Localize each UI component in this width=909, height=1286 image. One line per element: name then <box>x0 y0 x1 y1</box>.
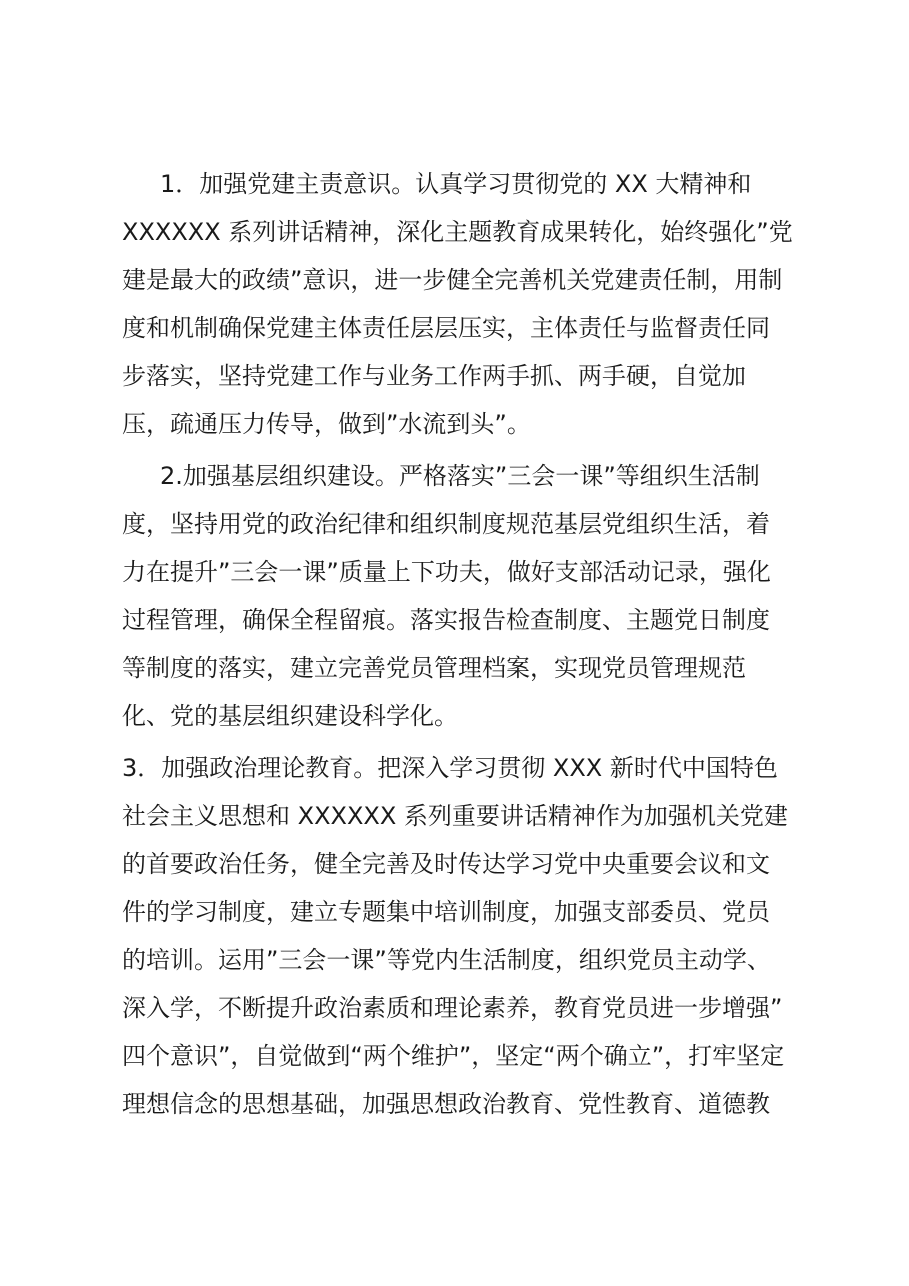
paragraph-line: 度，坚持用党的政治纪律和组织制度规范基层党组织生活，着 <box>122 510 770 538</box>
paragraph-line: 3．加强政治理论教育。把深入学习贯彻 XXX 新时代中国特色 <box>122 754 778 782</box>
paragraph-line: 步落实，坚持党建工作与业务工作两手抓、两手硬，自觉加 <box>122 362 746 390</box>
paragraph-line: XXXXXX 系列讲话精神，深化主题教育成果转化，始终强化”党 <box>122 218 793 246</box>
paragraph-line: 理想信念的思想基础，加强思想政治教育、党性教育、道德教 <box>122 1090 770 1118</box>
paragraph-line: 件的学习制度，建立专题集中培训制度，加强支部委员、党员 <box>122 898 770 926</box>
paragraph-line: 1．加强党建主责意识。认真学习贯彻党的 XX 大精神和 <box>160 170 752 198</box>
paragraph-line: 过程管理，确保全程留痕。落实报告检查制度、主题党日制度 <box>122 606 770 634</box>
paragraph-line: 建是最大的政绩”意识，进一步健全完善机关党建责任制，用制 <box>122 266 783 294</box>
paragraph-line: 等制度的落实，建立完善党员管理档案，实现党员管理规范 <box>122 654 746 682</box>
paragraph-line: 压，疏通压力传导，做到”水流到头”。 <box>122 410 531 438</box>
paragraph-line: 深入学，不断提升政治素质和理论素养，教育党员进一步增强” <box>122 994 783 1022</box>
paragraph-line: 化、党的基层组织建设科学化。 <box>122 702 458 730</box>
paragraph-line: 社会主义思想和 XXXXXX 系列重要讲话精神作为加强机关党建 <box>122 802 788 830</box>
paragraph-line: 的首要政治任务，健全完善及时传达学习党中央重要会议和文 <box>122 850 770 878</box>
paragraph-line: 的培训。运用”三会一课”等党内生活制度，组织党员主动学、 <box>122 946 771 974</box>
paragraph-line: 力在提升”三会一课”质量上下功夫，做好支部活动记录，强化 <box>122 558 771 586</box>
paragraph-line: 四个意识”，自觉做到“两个维护”，坚定“两个确立”，打牢坚定 <box>122 1042 785 1070</box>
paragraph-line: 度和机制确保党建主体责任层层压实，主体责任与监督责任同 <box>122 314 770 342</box>
paragraph-line: 2.加强基层组织建设。严格落实”三会一课”等组织生活制 <box>160 462 760 490</box>
